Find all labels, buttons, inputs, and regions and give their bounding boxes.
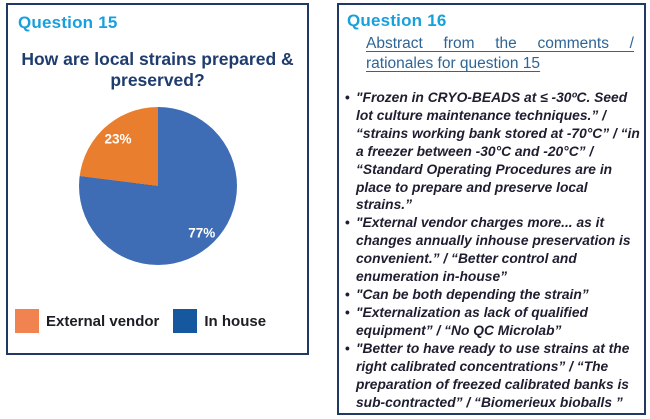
question16-subtitle — [366, 34, 634, 75]
pie-chart — [79, 107, 237, 265]
legend-label: In house — [204, 312, 267, 330]
pie-legend — [15, 309, 266, 333]
question15-title-line2: preserved? — [110, 70, 205, 90]
legend-item-1 — [173, 309, 266, 333]
legend-swatch-icon — [15, 309, 39, 333]
comment-bullet-2: • "Can be both depending the strain” — [345, 286, 640, 304]
legend-item-0 — [15, 309, 159, 333]
pie-data-label-in-house: 77% — [188, 225, 216, 241]
legend-label: External vendor — [46, 312, 160, 330]
pie-data-label-external-vendor: 23% — [104, 131, 132, 147]
comments-list — [345, 89, 640, 412]
comment-bullet-0: • "Frozen in CRYO-BEADS at ≤ -30ºC. Seed lot culture maintenance techniques.” / “strains working bank stored at -70°C” / “in a freezer between -30°C and -20°C” / “Standard Operating Procedures are in place to prepare and preserve local strains.” — [345, 89, 640, 214]
question16-subtitle-line2: rationales for question 15 — [366, 55, 541, 73]
question15-header: Question 15 — [18, 13, 118, 32]
question15-panel — [6, 3, 309, 355]
question16-subtitle-line1: Abstract from the comments / — [366, 35, 634, 52]
question16-panel — [337, 3, 646, 415]
comment-bullet-4: • "Better to have ready to use strains at the right calibrated concentrations” / “The preparation of freezed calibrated banks is sub-contracted” / “Biomerieux bioballs ” — [345, 340, 640, 412]
question16-header: Question 16 — [347, 11, 447, 30]
question15-title-line1: How are local strains prepared & — [21, 49, 294, 69]
pie-slices — [79, 107, 237, 265]
comment-bullet-1: • "External vendor charges more... as it changes annually inhouse preservation is convenient.” / “Better control and enumeration in-house” — [345, 214, 640, 286]
legend-swatch-icon — [173, 309, 197, 333]
question15-title — [18, 49, 297, 91]
comment-bullet-3: • "Externalization as lack of qualified equipment” / “No QC Microlab” — [345, 304, 640, 340]
